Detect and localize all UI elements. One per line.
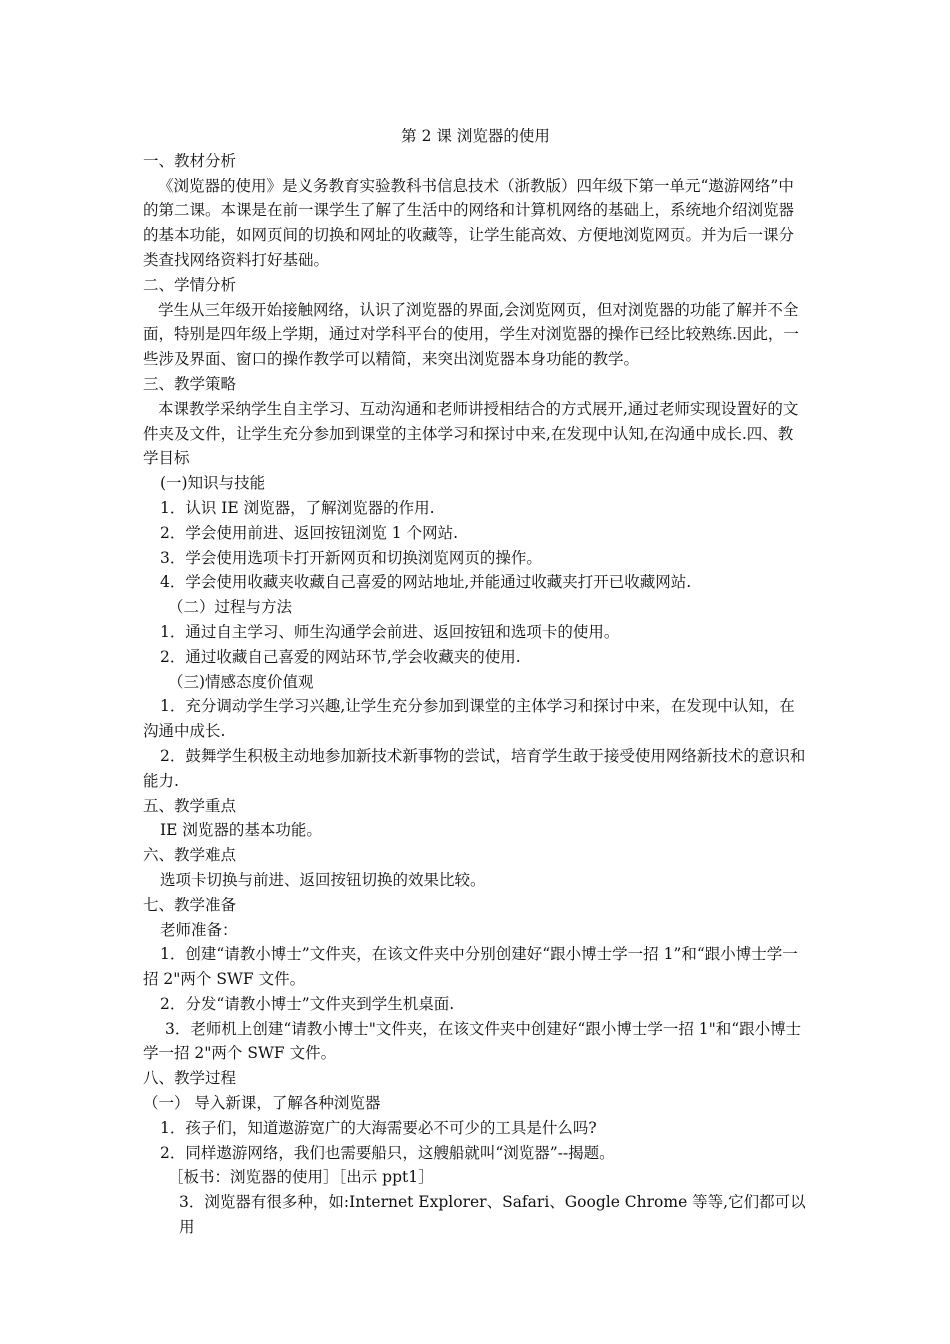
list-item: 1．创建“请教小博士”文件夹，在该文件夹中分别创建好“跟小博士学一招 1”和“跟小博士学一招 2"两个 SWF 文件。 — [143, 945, 798, 989]
list-item: 2．通过收藏自己喜爱的网站环节,学会收藏夹的使用. — [160, 647, 521, 666]
paragraph: 老师准备： — [160, 920, 238, 939]
document-body — [143, 124, 808, 1240]
section-heading: 七、教学准备 — [143, 895, 237, 914]
section-heading: 一、教材分析 — [143, 151, 237, 170]
document-title: 第 2 课 浏览器的使用 — [401, 127, 550, 145]
list-item: 2．鼓舞学生积极主动地参加新技术新事物的尝试，培育学生敢于接受使用网络新技术的意识和能力. — [143, 746, 806, 790]
list-item: 4．学会使用收藏夹收藏自己喜爱的网站地址,并能通过收藏夹打开已收藏网站. — [160, 573, 692, 592]
section-heading: 三、教学策略 — [143, 374, 237, 393]
list-item: 1．认识 IE 浏览器，了解浏览器的作用. — [160, 498, 435, 517]
list-item: 1．通过自主学习、师生沟通学会前进、返回按钮和选项卡的使用。 — [160, 622, 620, 641]
paragraph: 本课教学采纳学生自主学习、互动沟通和老师讲授相结合的方式展开,通过老师实现设置好的文件夹及文件，让学生充分参加到课堂的主体学习和探讨中来,在发现中认知,在沟通中成长.四、教学目标 — [143, 399, 799, 468]
list-item: 1．充分调动学生学习兴趣,让学生充分参加到课堂的主体学习和探讨中来，在发现中认知，在沟通中成长. — [143, 697, 795, 741]
list-item: 2．分发“请教小博士”文件夹到学生机桌面. — [160, 994, 455, 1013]
list-item: 3．老师机上创建“请教小博士"文件夹，在该文件夹中创建好“跟小博士学一招 1"和“跟小博士学一招 2"两个 SWF 文件。 — [143, 1019, 802, 1063]
subsection-heading: （一） 导入新课，了解各种浏览器 — [143, 1094, 381, 1113]
board-note: ［板书：浏览器的使用］［出示 ppt1］ — [168, 1168, 434, 1187]
section-heading: 八、教学过程 — [143, 1069, 237, 1088]
subsection-heading: （三)情感态度价值观 — [168, 672, 314, 691]
list-item: 2．学会使用前进、返回按钮浏览 1 个网站. — [160, 523, 459, 542]
section-heading: 二、学情分析 — [143, 275, 237, 294]
paragraph: IE 浏览器的基本功能。 — [160, 821, 322, 840]
list-item: 3．浏览器有很多种，如:Internet Explorer、Safari、Google Chrome 等等,它们都可以用 — [179, 1193, 806, 1237]
section-heading: 五、教学重点 — [143, 796, 237, 815]
subsection-heading: (一)知识与技能 — [160, 474, 266, 493]
section-heading: 六、教学难点 — [143, 846, 237, 865]
list-item: 3．学会使用选项卡打开新网页和切换浏览网页的操作。 — [160, 548, 542, 567]
paragraph: 《浏览器的使用》是义务教育实验教科书信息技术（浙教版）四年级下第一单元“遨游网络”中的第二课。本课是在前一课学生了解了生活中的网络和计算机网络的基础上，系统地介绍浏览器的基本功能，如网页间的切换和网址的收藏等，让学生能高效、方便地浏览网页。并为后一课分类查找网络资料打好基础。 — [143, 176, 795, 269]
list-item: 2．同样遨游网络，我们也需要船只，这艘船就叫“浏览器”--揭题。 — [160, 1143, 615, 1162]
subsection-heading: （二）过程与方法 — [168, 598, 293, 617]
paragraph: 选项卡切换与前进、返回按钮切换的效果比较。 — [160, 870, 486, 889]
paragraph: 学生从三年级开始接触网络，认识了浏览器的界面,会浏览网页，但对浏览器的功能了解并不全面，特别是四年级上学期，通过对学科平台的使用，学生对浏览器的操作已经比较熟练.因此，一些涉及界面、窗口的操作教学可以精简，来突出浏览器本身功能的教学。 — [143, 300, 799, 369]
list-item: 1．孩子们，知道遨游宽广的大海需要必不可少的工具是什么吗? — [160, 1118, 597, 1137]
